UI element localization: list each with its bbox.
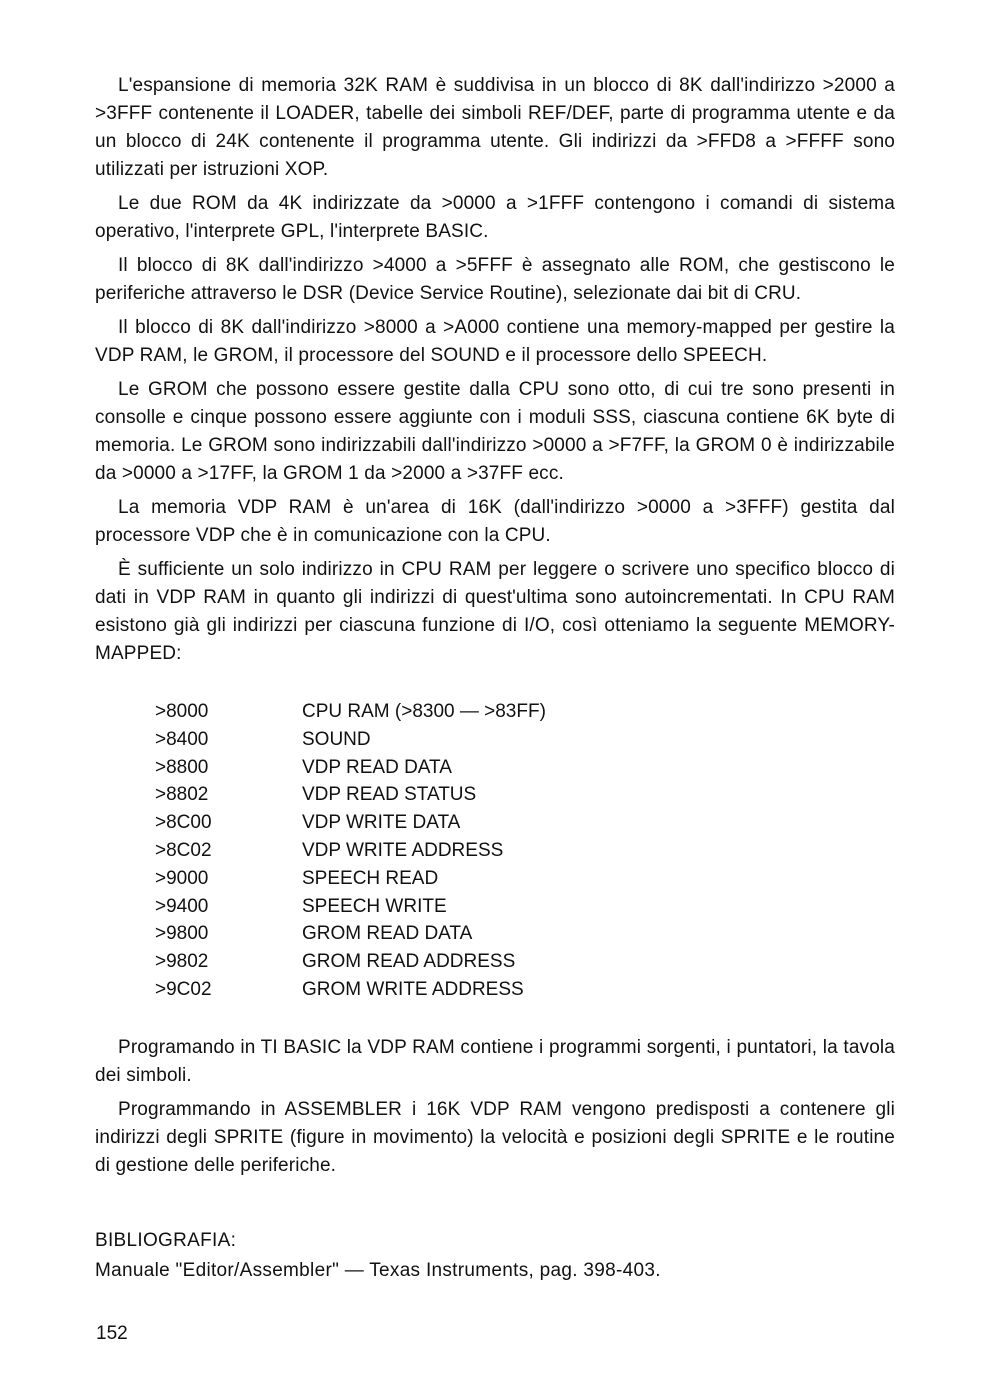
- memory-map-row: [155, 948, 755, 976]
- bibliography: [95, 1226, 895, 1286]
- memory-function: SOUND: [302, 728, 371, 750]
- bibliography-entry: Manuale "Editor/Assembler" — Texas Instruments, pag. 398-403.: [95, 1259, 661, 1281]
- paragraph: La memoria VDP RAM è un'area di 16K (dall'indirizzo >0000 a >3FFF) gestita dal processore VDP che è in comunicazione con la CPU.: [95, 497, 895, 546]
- memory-address: >8C02: [155, 839, 212, 861]
- memory-function: SPEECH READ: [302, 867, 439, 889]
- page-content: [95, 72, 895, 1286]
- memory-address: >8000: [155, 701, 209, 722]
- memory-function: VDP READ DATA: [302, 756, 452, 778]
- memory-map-row: [155, 976, 755, 1004]
- memory-function: VDP READ STATUS: [302, 784, 477, 806]
- paragraph: Il blocco di 8K dall'indirizzo >8000 a >A000 contiene una memory-mapped per gestire la VDP RAM, le GROM, il processore del SOUND e il processore dello SPEECH.: [95, 317, 895, 366]
- closing-text: [95, 1034, 895, 1180]
- paragraph: È sufficiente un solo indirizzo in CPU RAM per leggere o scrivere uno specifico blocco di dati in VDP RAM in quanto gli indirizzi di quest'ultima sono autoincrementati. In CPU RAM esistono già gli indirizzi per ciascuna funzione di I/O, così otteniamo la seguente MEMORY-MAPPED:: [95, 559, 895, 664]
- memory-address: >9000: [155, 867, 209, 889]
- memory-address: >9800: [155, 923, 209, 945]
- memory-address: >8400: [155, 728, 209, 750]
- memory-map-row: [155, 809, 755, 837]
- memory-map-row: [155, 837, 755, 865]
- paragraph: Il blocco di 8K dall'indirizzo >4000 a >5FFF è assegnato alle ROM, che gestiscono le periferiche attraverso le DSR (Device Service Routine), selezionate dai bit di CRU.: [95, 255, 895, 304]
- memory-address: >9C02: [155, 978, 212, 1000]
- memory-map-row: [155, 893, 755, 921]
- memory-function: GROM WRITE ADDRESS: [302, 978, 524, 1000]
- memory-map-row: [155, 865, 755, 893]
- paragraph: Programando in TI BASIC la VDP RAM contiene i programmi sorgenti, i puntatori, la tavola dei simboli.: [95, 1036, 895, 1086]
- memory-function: GROM READ DATA: [302, 923, 473, 945]
- body-text: [95, 72, 895, 668]
- paragraph: Programmando in ASSEMBLER i 16K VDP RAM vengono predisposti a contenere gli indirizzi degli SPRITE (figure in movimento) la velocità e posizioni degli SPRITE e le routine di gestione delle periferiche.: [95, 1098, 895, 1176]
- memory-map-row: [155, 698, 755, 726]
- memory-function: VDP WRITE ADDRESS: [302, 839, 504, 861]
- memory-map-row: [155, 754, 755, 782]
- memory-address: >8800: [155, 756, 209, 778]
- paragraph: Le GROM che possono essere gestite dalla CPU sono otto, di cui tre sono presenti in consolle e cinque possono essere aggiunte con i moduli SSS, ciascuna contiene 6K byte di memoria. Le GROM sono indirizzabili dall'indirizzo >0000 a >F7FF, la GROM 0 è indirizzabile da >0000 a >17FF, la GROM 1 da >2000 a >37FF ecc.: [95, 379, 895, 484]
- memory-address: >8C00: [155, 812, 212, 834]
- paragraph: L'espansione di memoria 32K RAM è suddivisa in un blocco di 8K dall'indirizzo >2000 a >3FFF contenente il LOADER, tabelle dei simboli REF/DEF, parte di programma utente e da un blocco di 24K contenente il programma utente. Gli indirizzi da >FFD8 a >FFFF sono utilizzati per istruzioni XOP.: [95, 75, 895, 180]
- memory-address: >8802: [155, 784, 209, 806]
- memory-function: VDP WRITE DATA: [302, 812, 461, 834]
- memory-function: SPEECH WRITE: [302, 895, 447, 917]
- bibliography-heading: BIBLIOGRAFIA:: [95, 1229, 237, 1251]
- page-number: 152: [96, 1323, 128, 1344]
- memory-map-row: [155, 726, 755, 754]
- memory-map-table: [155, 698, 755, 1004]
- memory-function: CPU RAM (>8300 — >83FF): [302, 701, 546, 722]
- memory-map-row: [155, 920, 755, 948]
- memory-address: >9802: [155, 951, 209, 973]
- paragraph: Le due ROM da 4K indirizzate da >0000 a >1FFF contengono i comandi di sistema operativo, l'interprete GPL, l'interprete BASIC.: [95, 193, 895, 242]
- memory-address: >9400: [155, 895, 209, 917]
- memory-map-row: [155, 781, 755, 809]
- memory-function: GROM READ ADDRESS: [302, 951, 516, 973]
